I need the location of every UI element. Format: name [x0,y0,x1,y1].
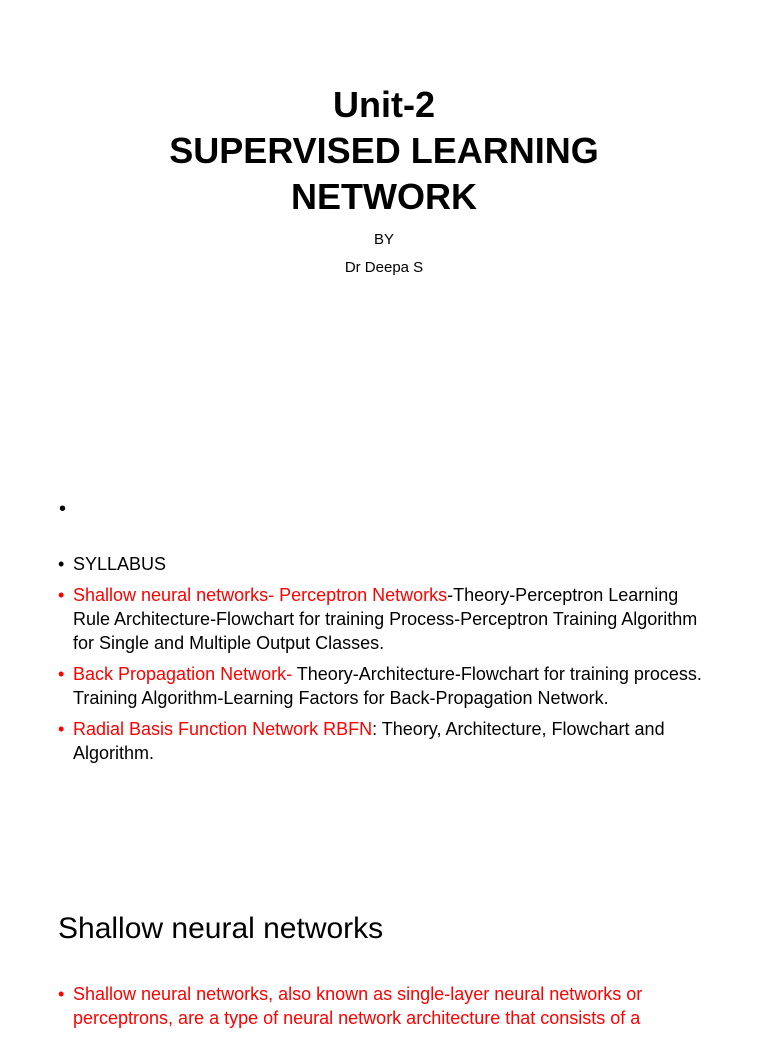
title-line-unit: Unit-2 [333,84,435,125]
content-list [58,982,710,1037]
item-red-text: Shallow neural networks- Perceptron Networks [73,585,448,605]
list-item [58,662,710,710]
bullet-icon: • [58,984,65,1004]
by-label: BY [373,231,394,248]
list-item [58,583,710,655]
slide-title [0,82,768,220]
bullet-icon: • [58,554,65,574]
bullet-icon: • [58,664,65,684]
item-text: : Theory, Architecture, Flowchart and Algorithm. [73,719,665,763]
item-red-text: Radial Basis Function Network RBFN [73,719,373,739]
list-item [58,717,710,765]
list-item [58,552,710,576]
item-red-text: Shallow neural networks, also known as single-layer neural networks or perceptrons, are a type of neural network architecture that consists of a [73,984,643,1028]
item-text: -Theory-Perceptron Learning Rule Architecture-Flowchart for training Process-Perceptron Training Algorithm for Single and Multiple Output Classes. [73,585,698,653]
bullet-icon: • [58,585,65,605]
item-red-text: Back Propagation Network- [73,664,293,684]
slide-heading: Shallow neural networks [58,912,384,945]
item-text: SYLLABUS [73,554,167,574]
author-name: Dr Deepa S [344,259,424,276]
title-line-topic: SUPERVISED LEARNING [169,130,599,171]
bullet-icon: • [58,719,65,739]
empty-bullet: • [59,498,67,520]
list-item [58,982,710,1030]
shallow-nn-slide [0,880,768,1028]
item-text: Theory-Architecture-Flowchart for training process. Training Algorithm-Learning Factors for Back-Propagation Network. [73,664,702,708]
title-line-topic-cont: NETWORK [291,176,477,217]
title-slide [0,0,768,300]
syllabus-list [58,552,710,772]
syllabus-slide [0,470,768,830]
